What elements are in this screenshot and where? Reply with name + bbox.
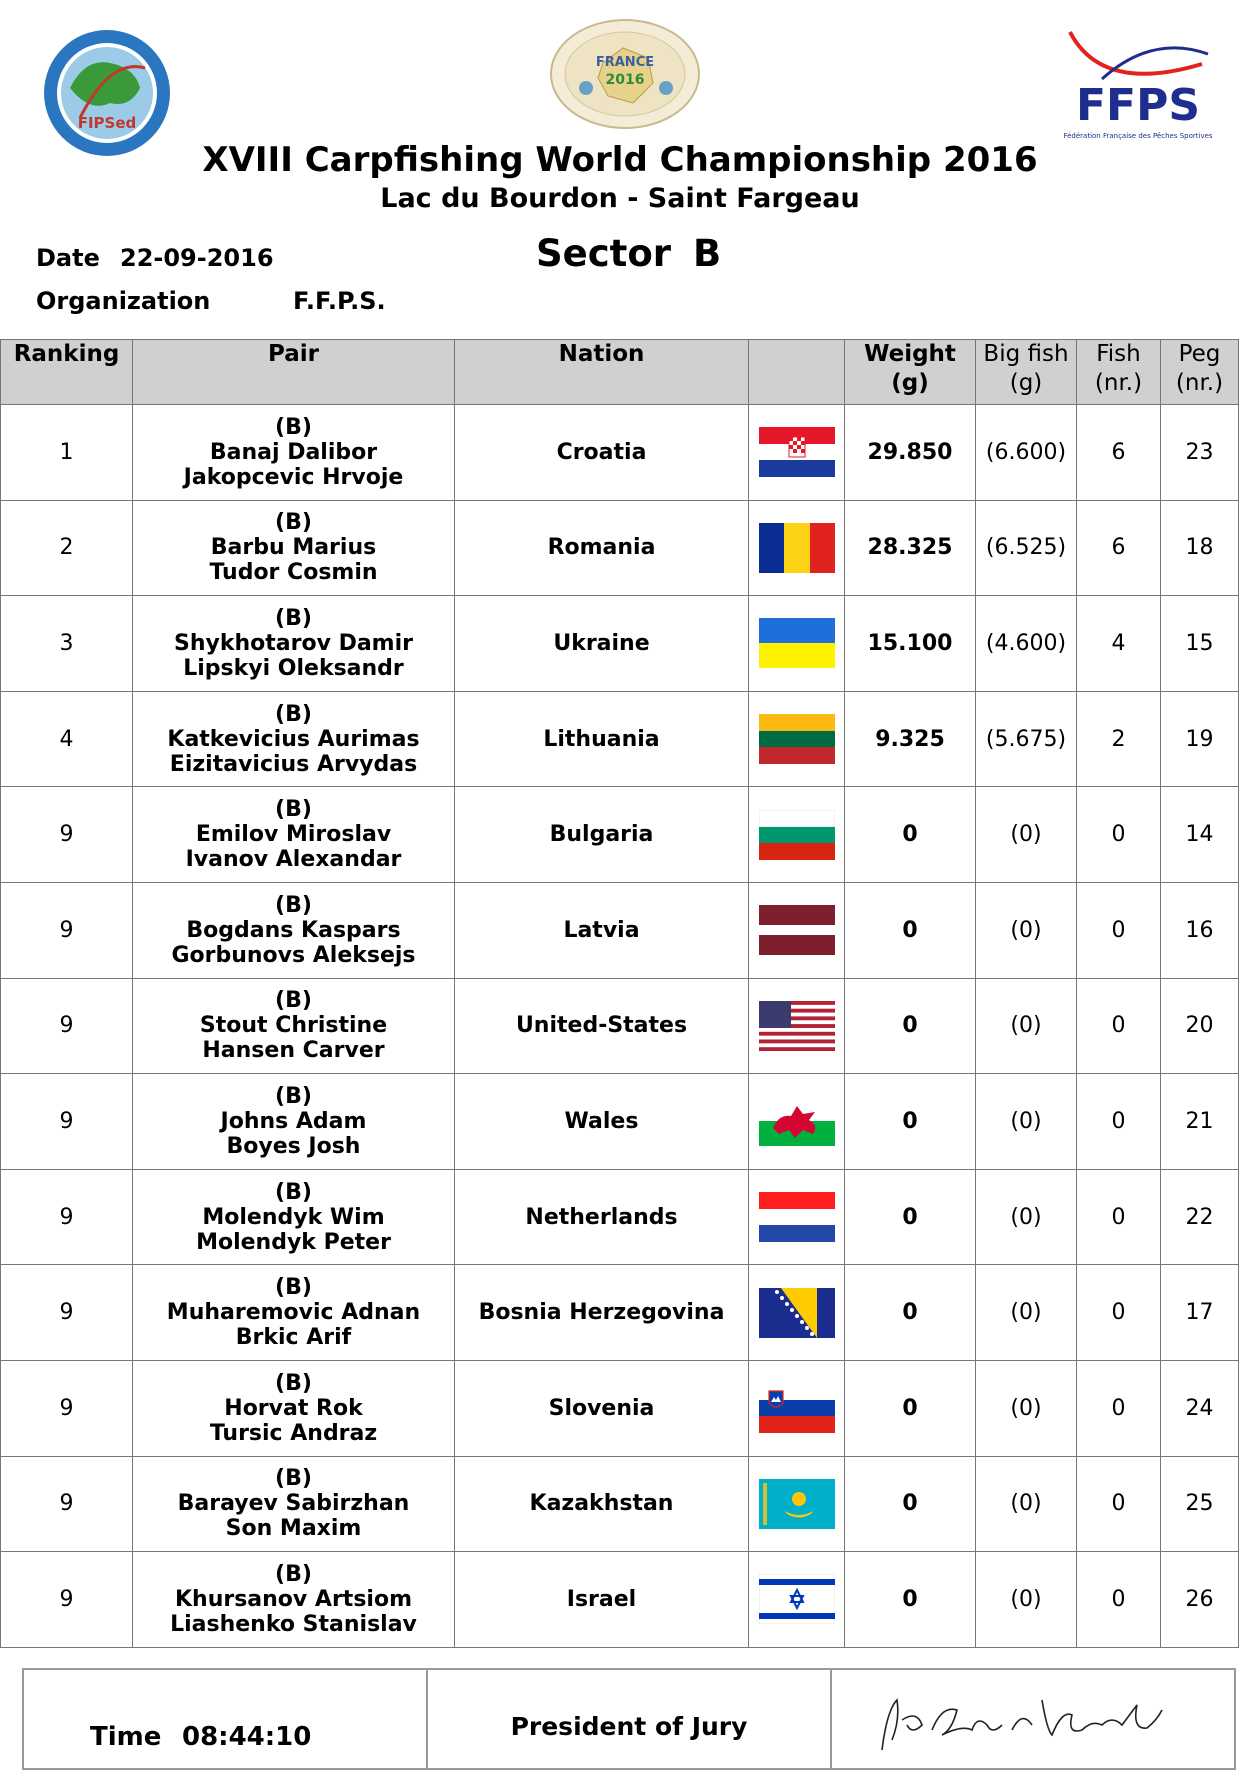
pair-cell — [133, 1360, 455, 1456]
results-table — [0, 339, 1239, 1648]
pair-sector: (B) — [275, 797, 312, 823]
col-fish — [1077, 340, 1161, 405]
rank-cell: 9 — [1, 978, 133, 1074]
rank-cell: 9 — [1, 787, 133, 883]
peg-cell: 19 — [1161, 691, 1239, 787]
peg-cell: 24 — [1161, 1360, 1239, 1456]
col-pair — [133, 340, 455, 405]
bigfish-cell: (0) — [976, 1169, 1077, 1265]
pair-cell — [133, 500, 455, 596]
nation-cell: Wales — [455, 1074, 749, 1170]
weight-cell: 0 — [845, 1074, 976, 1170]
pair-sector: (B) — [275, 414, 312, 440]
weight-cell: 9.325 — [845, 691, 976, 787]
usa-flag-icon — [759, 1001, 835, 1051]
col-bigfish-unit: (g) — [1009, 370, 1043, 396]
fish-cell: 4 — [1077, 596, 1161, 692]
date-label: Date — [36, 244, 100, 272]
peg-cell: 25 — [1161, 1456, 1239, 1552]
pair-member-1: Barbu Marius — [210, 535, 377, 561]
table-row — [1, 1074, 1239, 1170]
peg-cell: 16 — [1161, 882, 1239, 978]
romania-flag-icon — [759, 523, 835, 573]
nation-cell: Lithuania — [455, 691, 749, 787]
rank-cell: 9 — [1, 1456, 133, 1552]
col-weight-label: Weight — [864, 341, 956, 367]
weight-cell: 0 — [845, 978, 976, 1074]
col-weight-unit: (g) — [891, 370, 929, 396]
weight-cell: 0 — [845, 1552, 976, 1648]
flag-cell — [749, 1552, 845, 1648]
col-fish-unit: (nr.) — [1094, 370, 1143, 396]
fish-cell: 0 — [1077, 1552, 1161, 1648]
pair-sector: (B) — [275, 1370, 312, 1396]
rank-cell: 9 — [1, 1360, 133, 1456]
rank-cell: 3 — [1, 596, 133, 692]
svg-text:FRANCE: FRANCE — [595, 55, 655, 70]
pair-member-2: Tudor Cosmin — [209, 560, 378, 586]
bulgaria-flag-icon — [759, 810, 835, 860]
ffps-logo — [1062, 24, 1216, 146]
pair-cell — [133, 787, 455, 883]
pair-member-1: Khursanov Artsiom — [174, 1586, 412, 1612]
col-fish-label: Fish — [1096, 341, 1141, 367]
croatia-flag-icon — [759, 427, 835, 477]
peg-cell: 23 — [1161, 405, 1239, 501]
time-value: 08:44:10 — [182, 1722, 312, 1752]
table-row — [1, 691, 1239, 787]
bigfish-cell: (0) — [976, 787, 1077, 883]
nation-cell: Latvia — [455, 882, 749, 978]
peg-cell: 21 — [1161, 1074, 1239, 1170]
pair-sector: (B) — [275, 988, 312, 1014]
pair-member-1: Stout Christine — [199, 1013, 388, 1039]
pair-member-1: Katkevicius Aurimas — [167, 726, 420, 752]
header-row — [1, 340, 1239, 405]
nation-cell: Croatia — [455, 405, 749, 501]
svg-text:FFPS: FFPS — [1075, 80, 1201, 131]
weight-cell: 28.325 — [845, 500, 976, 596]
france-2016-emblem — [548, 18, 702, 130]
pair-member-1: Molendyk Wim — [202, 1204, 385, 1230]
rank-cell: 9 — [1, 882, 133, 978]
bigfish-cell: (0) — [976, 882, 1077, 978]
nation-cell: Bosnia Herzegovina — [455, 1265, 749, 1361]
col-ranking-label: Ranking — [13, 341, 120, 367]
pair-sector: (B) — [275, 1083, 312, 1109]
flag-cell — [749, 405, 845, 501]
flag-cell — [749, 691, 845, 787]
weight-cell: 0 — [845, 1265, 976, 1361]
bigfish-cell: (0) — [976, 978, 1077, 1074]
rank-cell: 9 — [1, 1074, 133, 1170]
peg-cell: 14 — [1161, 787, 1239, 883]
latvia-flag-icon — [759, 905, 835, 955]
fish-cell: 0 — [1077, 978, 1161, 1074]
pair-sector: (B) — [275, 1275, 312, 1301]
fish-cell: 2 — [1077, 691, 1161, 787]
table-row — [1, 978, 1239, 1074]
ukraine-flag-icon — [759, 618, 835, 668]
pair-cell — [133, 1552, 455, 1648]
svg-text:Fédération Française des Pêche: Fédération Française des Pêches Sportives — [1063, 132, 1213, 140]
flag-cell — [749, 500, 845, 596]
col-pair-label: Pair — [268, 341, 319, 367]
rank-cell: 4 — [1, 691, 133, 787]
pair-member-2: Gorbunovs Aleksejs — [171, 942, 416, 968]
fish-cell: 0 — [1077, 787, 1161, 883]
pair-cell — [133, 1456, 455, 1552]
lithuania-flag-icon — [759, 714, 835, 764]
pair-member-2: Molendyk Peter — [196, 1229, 391, 1255]
col-peg — [1161, 340, 1239, 405]
rank-cell: 1 — [1, 405, 133, 501]
col-peg-label: Peg — [1178, 341, 1221, 367]
pair-cell — [133, 978, 455, 1074]
pair-sector: (B) — [275, 605, 312, 631]
pair-member-2: Tursic Andraz — [209, 1420, 378, 1446]
pair-member-1: Muharemovic Adnan — [166, 1300, 421, 1326]
sector-heading — [536, 232, 721, 275]
pair-cell — [133, 596, 455, 692]
pair-member-2: Ivanov Alexandar — [185, 847, 402, 873]
organization-value: F.F.P.S. — [293, 287, 386, 315]
fish-cell: 6 — [1077, 405, 1161, 501]
pair-member-2: Lipskyi Oleksandr — [183, 655, 404, 681]
fish-cell: 0 — [1077, 1265, 1161, 1361]
col-flag — [749, 340, 845, 405]
pair-member-2: Hansen Carver — [202, 1038, 385, 1064]
jury-cell — [428, 1670, 832, 1768]
weight-cell: 15.100 — [845, 596, 976, 692]
pair-member-2: Jakopcevic Hrvoje — [183, 464, 404, 490]
weight-cell: 0 — [845, 882, 976, 978]
bigfish-cell: (0) — [976, 1552, 1077, 1648]
table-row — [1, 1360, 1239, 1456]
pair-sector: (B) — [275, 510, 312, 536]
rank-cell: 9 — [1, 1265, 133, 1361]
pair-member-1: Horvat Rok — [224, 1395, 363, 1421]
flag-cell — [749, 596, 845, 692]
rank-cell: 2 — [1, 500, 133, 596]
bigfish-cell: (6.600) — [976, 405, 1077, 501]
nation-cell: Romania — [455, 500, 749, 596]
weight-cell: 0 — [845, 787, 976, 883]
pair-cell — [133, 1265, 455, 1361]
flag-cell — [749, 1169, 845, 1265]
table-row — [1, 1169, 1239, 1265]
pair-cell — [133, 405, 455, 501]
flag-cell — [749, 1074, 845, 1170]
pair-member-2: Boyes Josh — [226, 1133, 361, 1159]
pair-member-2: Liashenko Stanislav — [170, 1611, 417, 1637]
bigfish-cell: (0) — [976, 1265, 1077, 1361]
page-subtitle: Lac du Bourdon - Saint Fargeau — [380, 183, 860, 214]
kazakhstan-flag-icon — [759, 1479, 835, 1529]
pair-member-1: Johns Adam — [220, 1108, 367, 1134]
fish-cell: 0 — [1077, 1074, 1161, 1170]
fish-cell: 0 — [1077, 882, 1161, 978]
wales-flag-icon — [759, 1096, 835, 1146]
pair-sector: (B) — [275, 892, 312, 918]
col-bigfish — [976, 340, 1077, 405]
pair-cell — [133, 1169, 455, 1265]
time-label: Time — [90, 1722, 162, 1752]
table-row — [1, 405, 1239, 501]
fish-cell: 6 — [1077, 500, 1161, 596]
pair-member-2: Eizitavicius Arvydas — [169, 751, 418, 777]
bigfish-cell: (0) — [976, 1360, 1077, 1456]
nation-cell: United-States — [455, 978, 749, 1074]
weight-cell: 0 — [845, 1169, 976, 1265]
pair-sector: (B) — [275, 1561, 312, 1587]
flag-cell — [749, 978, 845, 1074]
pair-member-1: Barayev Sabirzhan — [177, 1491, 410, 1517]
pair-member-1: Emilov Miroslav — [195, 822, 392, 848]
bosnia-flag-icon — [759, 1288, 835, 1338]
organization-label: Organization — [36, 287, 211, 315]
peg-cell: 26 — [1161, 1552, 1239, 1648]
rank-cell: 9 — [1, 1169, 133, 1265]
peg-cell: 17 — [1161, 1265, 1239, 1361]
pair-sector: (B) — [275, 1179, 312, 1205]
fipsed-logo — [40, 28, 174, 158]
pair-member-1: Bogdans Kaspars — [186, 917, 401, 943]
svg-text:2016: 2016 — [605, 72, 645, 88]
pair-cell — [133, 1074, 455, 1170]
bigfish-cell: (4.600) — [976, 596, 1077, 692]
col-nation-label: Nation — [558, 341, 645, 367]
sector-value: B — [693, 232, 722, 275]
fish-cell: 0 — [1077, 1360, 1161, 1456]
pair-cell — [133, 691, 455, 787]
page-title: XVIII Carpfishing World Championship 2016 — [202, 140, 1038, 180]
table-row — [1, 787, 1239, 883]
flag-cell — [749, 787, 845, 883]
israel-flag-icon — [759, 1574, 835, 1624]
peg-cell: 15 — [1161, 596, 1239, 692]
pair-sector: (B) — [275, 701, 312, 727]
flag-cell — [749, 1456, 845, 1552]
president-of-jury-label: President of Jury — [510, 1712, 748, 1741]
table-row — [1, 596, 1239, 692]
fish-cell: 0 — [1077, 1456, 1161, 1552]
bigfish-cell: (6.525) — [976, 500, 1077, 596]
signature-cell — [832, 1670, 1234, 1768]
nation-cell: Slovenia — [455, 1360, 749, 1456]
time-cell — [24, 1670, 428, 1768]
rank-cell: 9 — [1, 1552, 133, 1648]
nation-cell: Ukraine — [455, 596, 749, 692]
bigfish-cell: (0) — [976, 1074, 1077, 1170]
svg-text:FIPSed: FIPSed — [77, 114, 137, 132]
flag-cell — [749, 882, 845, 978]
table-row — [1, 1456, 1239, 1552]
bigfish-cell: (0) — [976, 1456, 1077, 1552]
pair-member-1: Shykhotarov Damir — [173, 630, 413, 656]
table-row — [1, 500, 1239, 596]
peg-cell: 18 — [1161, 500, 1239, 596]
pair-sector: (B) — [275, 1466, 312, 1492]
col-peg-unit: (nr.) — [1175, 370, 1224, 396]
nation-cell: Israel — [455, 1552, 749, 1648]
fish-cell: 0 — [1077, 1169, 1161, 1265]
col-bigfish-label: Big fish — [983, 341, 1069, 367]
nation-cell: Netherlands — [455, 1169, 749, 1265]
handwritten-signature — [862, 1680, 1182, 1760]
table-row — [1, 1552, 1239, 1648]
footer-box — [22, 1668, 1236, 1770]
weight-cell: 0 — [845, 1456, 976, 1552]
peg-cell: 22 — [1161, 1169, 1239, 1265]
netherlands-flag-icon — [759, 1192, 835, 1242]
pair-member-2: Brkic Arif — [235, 1325, 352, 1351]
table-row — [1, 882, 1239, 978]
table-row — [1, 1265, 1239, 1361]
bigfish-cell: (5.675) — [976, 691, 1077, 787]
nation-cell: Kazakhstan — [455, 1456, 749, 1552]
pair-cell — [133, 882, 455, 978]
slovenia-flag-icon — [759, 1383, 835, 1433]
pair-member-1: Banaj Dalibor — [209, 439, 378, 465]
flag-cell — [749, 1360, 845, 1456]
weight-cell: 0 — [845, 1360, 976, 1456]
flag-cell — [749, 1265, 845, 1361]
weight-cell: 29.850 — [845, 405, 976, 501]
col-ranking — [1, 340, 133, 405]
sector-label: Sector — [536, 232, 672, 275]
pair-member-2: Son Maxim — [225, 1516, 362, 1542]
col-weight — [845, 340, 976, 405]
col-nation — [455, 340, 749, 405]
nation-cell: Bulgaria — [455, 787, 749, 883]
date-value: 22-09-2016 — [120, 244, 274, 272]
peg-cell: 20 — [1161, 978, 1239, 1074]
